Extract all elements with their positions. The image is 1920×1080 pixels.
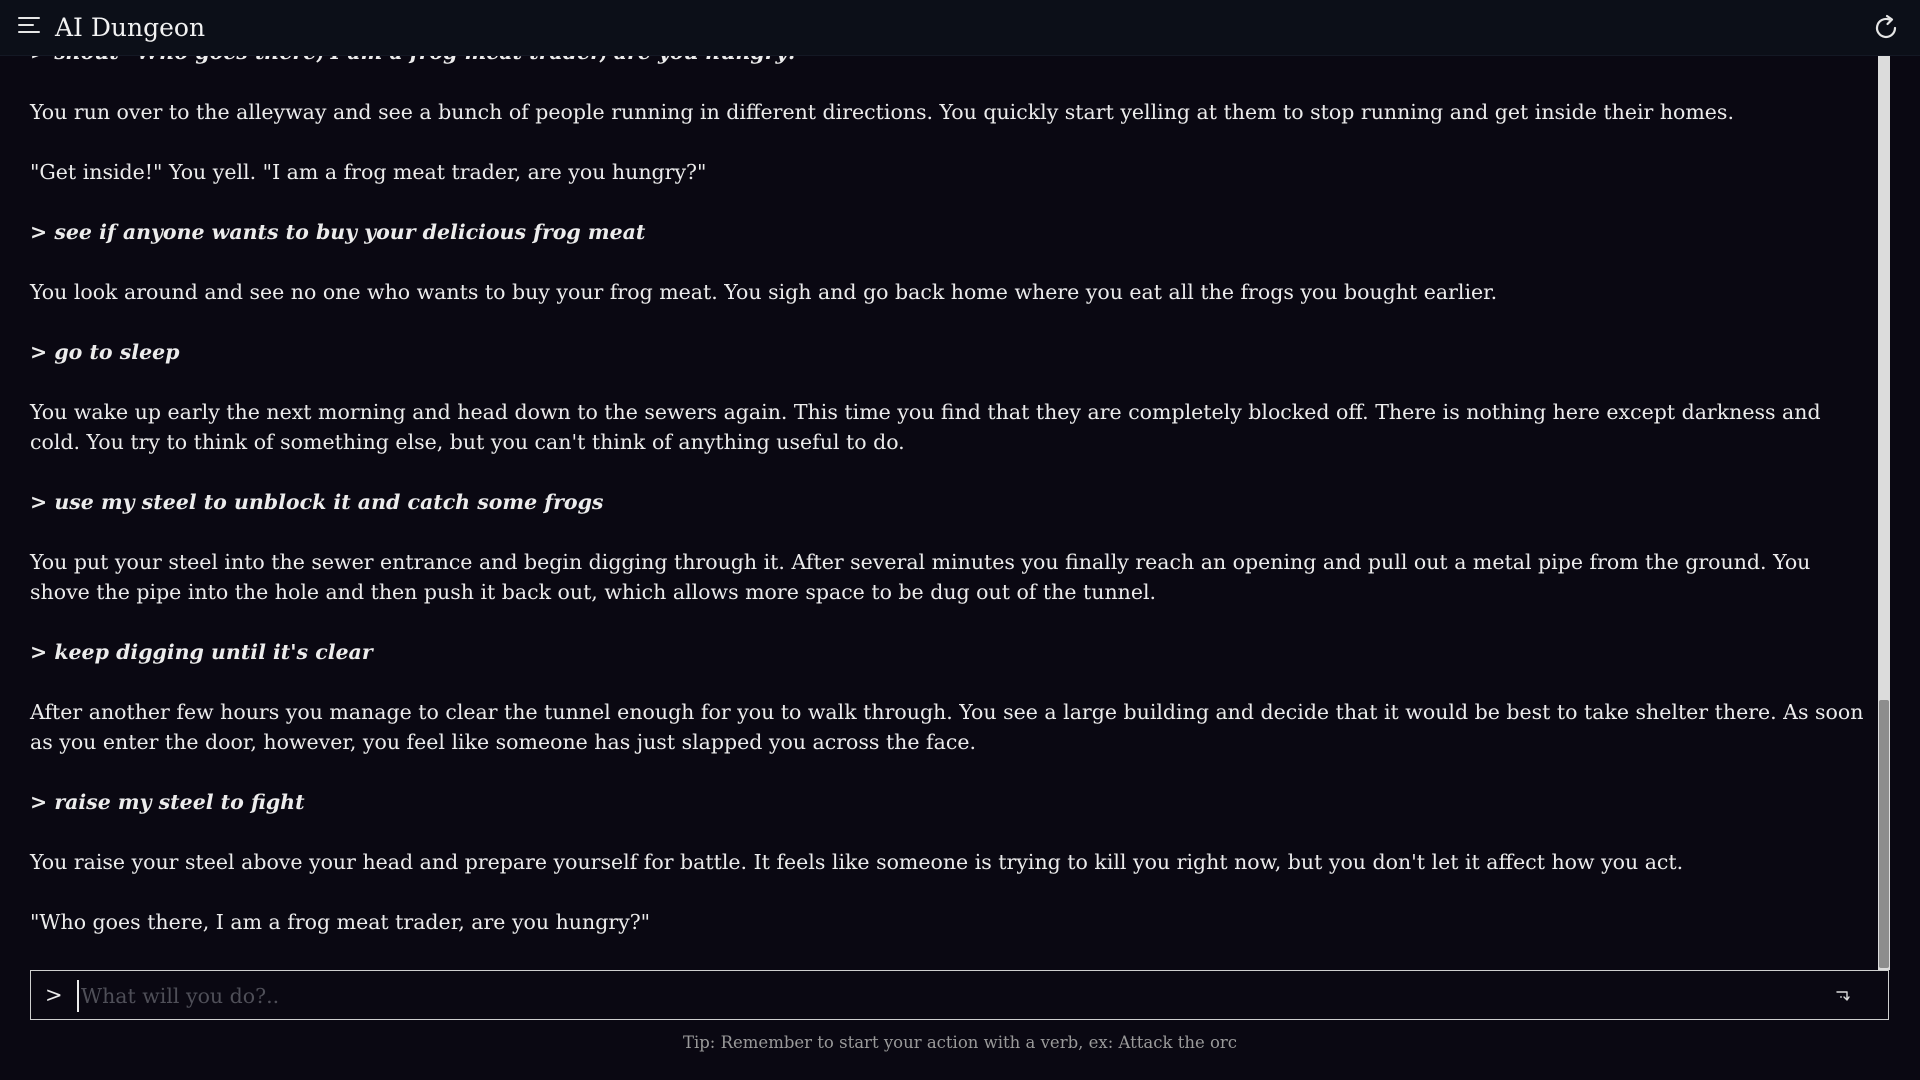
story-paragraph: You run over to the alleyway and see a bunch of people running in different directions. You quickly start yelling at them to stop running and get inside their homes. (30, 100, 1734, 124)
player-action: > keep digging until it's clear (30, 640, 373, 664)
story-paragraph: After another few hours you manage to clear the tunnel enough for you to walk through. You see a large building and decide that it would be best to take shelter there. As soon as you enter the door, however, you feel like someone has just slapped you across the face. (30, 700, 1864, 754)
story-paragraph: You wake up early the next morning and head down to the sewers again. This time you find that they are completely blocked off. There is nothing here except darkness and cold. You try to think of something else, but you can't think of anything useful to do. (30, 400, 1821, 454)
story-paragraph: You look around and see no one who wants to buy your frog meat. You sigh and go back home where you eat all the frogs you bought earlier. (30, 280, 1498, 304)
player-action: > use my steel to unblock it and catch some frogs (30, 490, 604, 514)
top-bar (0, 0, 1920, 56)
action-input-box (30, 970, 1889, 1020)
refresh-icon[interactable] (1872, 14, 1900, 42)
hamburger-menu-icon[interactable] (18, 17, 40, 35)
app-title: AI Dungeon (55, 13, 206, 42)
story-paragraph: You raise your steel above your head and prepare yourself for battle. It feels like someone is trying to kill you right now, but you don't let it affect how you act. (30, 850, 1684, 874)
player-action: > see if anyone wants to buy your delicious frog meat (30, 220, 646, 244)
story-paragraph: "Get inside!" You yell. "I am a frog meat trader, are you hungry?" (30, 160, 707, 184)
player-action: > raise my steel to fight (30, 790, 305, 814)
story-paragraph: "Who goes there, I am a frog meat trader, are you hungry?" (30, 910, 651, 934)
input-mode-icon[interactable] (1836, 988, 1850, 1002)
story-content (30, 37, 1875, 967)
story-paragraph: You put your steel into the sewer entrance and begin digging through it. After several minutes you finally reach an opening and pull out a metal pipe from the ground. You shove the pipe into the hole and then push it back out, which allows more space to be dug out of the tunnel. (30, 550, 1811, 604)
action-input[interactable] (77, 980, 1823, 1012)
player-action: > go to sleep (30, 340, 180, 364)
tip-text: Tip: Remember to start your action with a verb, ex: Attack the orc (682, 1033, 1238, 1052)
scrollbar-thumb[interactable] (1879, 700, 1889, 968)
prompt-symbol: > (45, 983, 63, 1007)
